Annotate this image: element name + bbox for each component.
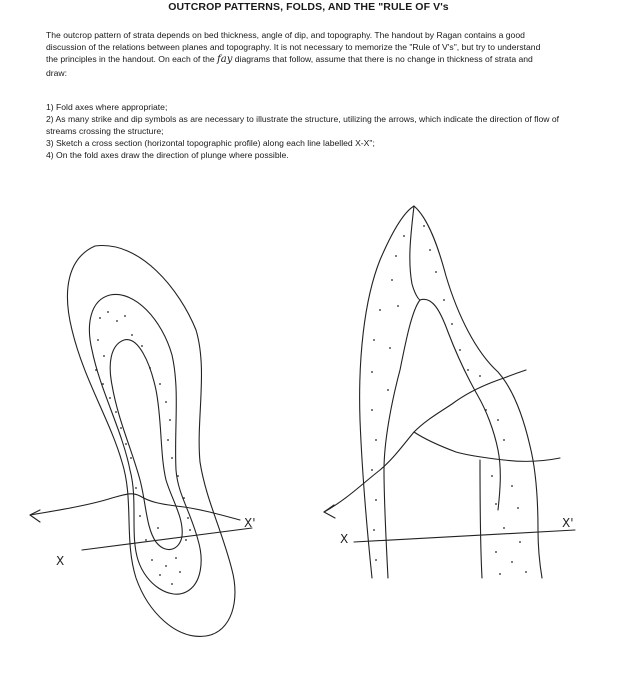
left-section-label-end: X' <box>244 516 256 530</box>
right-section-label-end: X' <box>562 516 574 530</box>
right-inner-arch <box>420 299 500 510</box>
instruction-3: 3) Sketch a cross section (horizontal topographic profile) along each line labelled X-X"; <box>46 138 375 148</box>
right-section-label-start: X <box>340 532 349 546</box>
handwritten-annotation: fay <box>217 54 233 66</box>
right-section-line <box>354 530 575 542</box>
left-section-line <box>82 528 252 550</box>
intro-text: The outcrop pattern of strata depends on bed thickness, angle of dip, and topography. The handout by Ragan contains a good discussion of the relations between planes and topography. It is not necessary to memorize the "Rule of V's", but try to understand the principles in the handout. On each of the <box>46 30 541 65</box>
left-section-label-start: X <box>56 554 65 568</box>
right-outcrop-diagram <box>324 206 575 578</box>
instruction-1: 1) Fold axes where appropriate; <box>46 102 168 112</box>
left-outcrop-diagram <box>30 246 252 637</box>
right-stream-branch <box>414 432 560 461</box>
document-title: OUTCROP PATTERNS, FOLDS, AND THE "RULE OF V's <box>168 1 449 13</box>
left-inner-contact <box>110 340 182 550</box>
right-outer-right-contact <box>414 206 542 578</box>
instruction-2: 2) As many strike and dip symbols as are necessary to illustrate the structure, utilizing the arrows, which indicate the direction of flow of streams crossing the structure; <box>46 114 559 136</box>
right-inner-left-contact <box>384 300 420 578</box>
intro-text-end: diagrams that follow, assume that there is no change in thickness of strata and draw: <box>46 54 533 78</box>
right-stipple <box>371 225 527 575</box>
left-middle-contact <box>89 294 201 594</box>
right-central-divide <box>410 206 420 300</box>
right-outer-left-contact <box>360 206 414 578</box>
right-inner-right-contact <box>480 460 482 578</box>
left-outer-contact <box>67 246 235 637</box>
instruction-4: 4) On the fold axes draw the direction of plunge where possible. <box>46 150 289 160</box>
left-stream-arrow <box>30 510 40 522</box>
